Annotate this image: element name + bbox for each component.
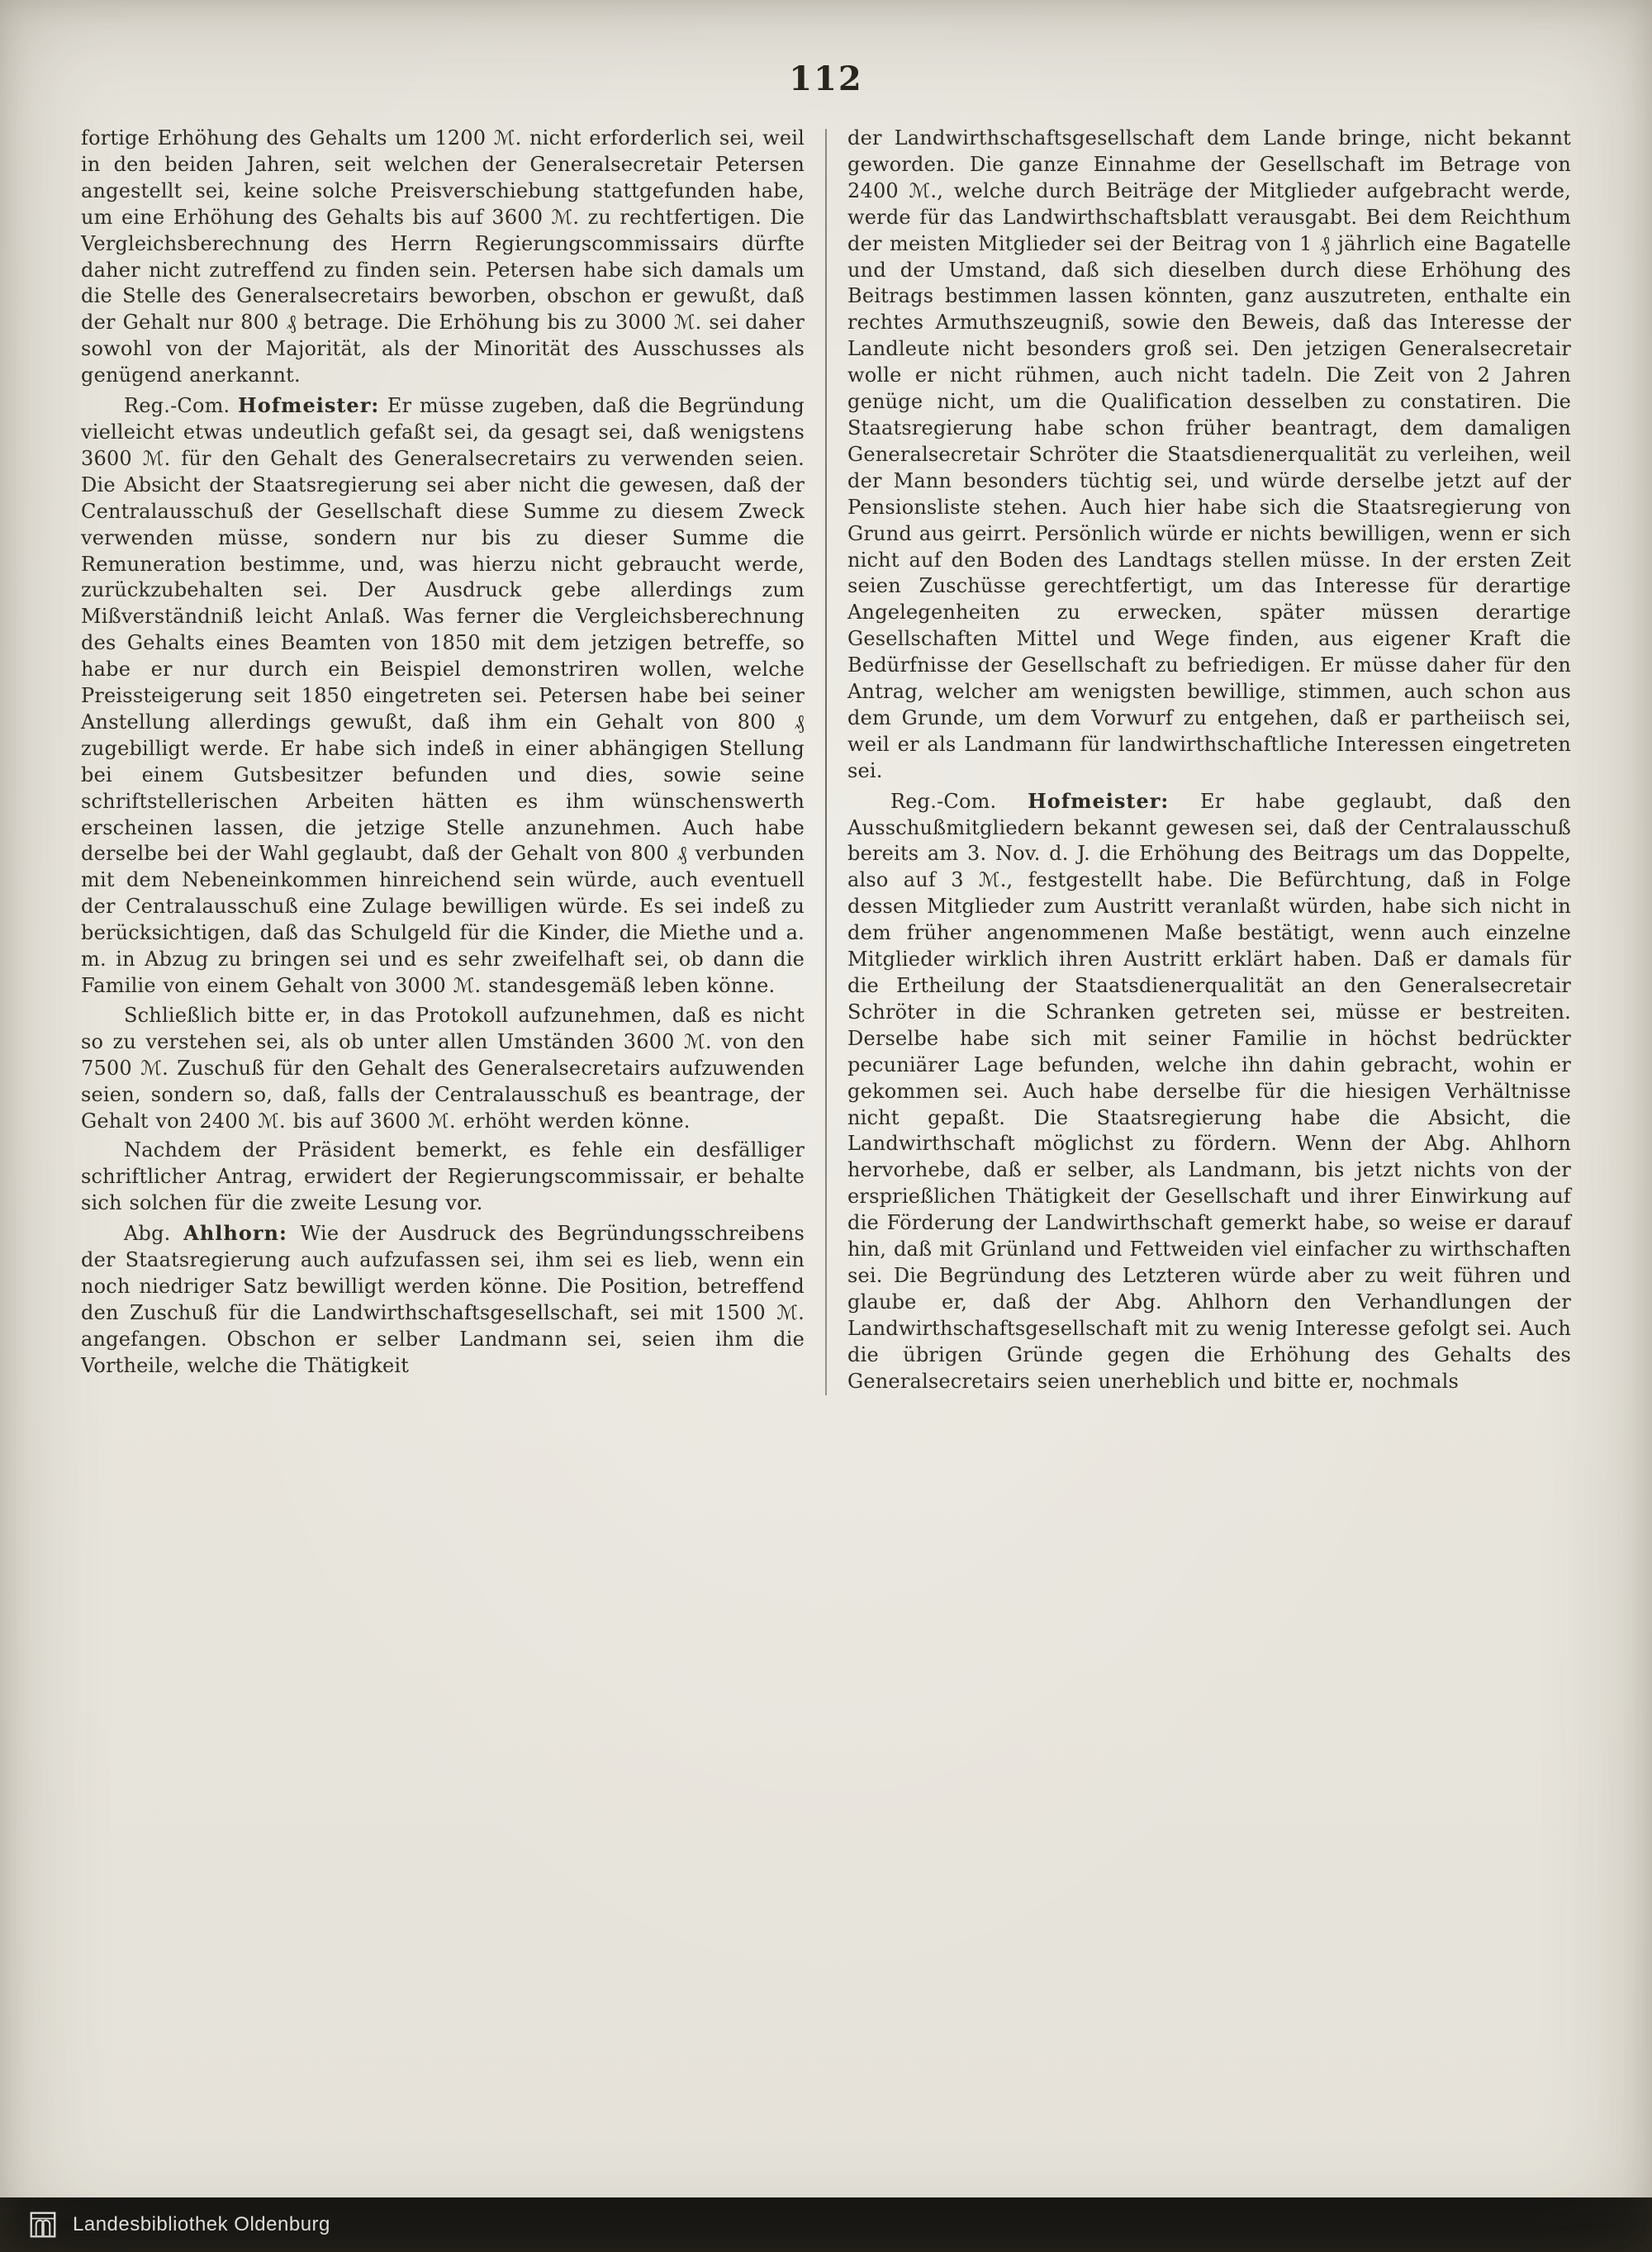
library-watermark-bar (0, 2197, 1652, 2252)
speaker-name: Ahlhorn: (183, 1221, 287, 1246)
page-number: 112 (789, 59, 863, 98)
left-column (81, 126, 805, 1380)
text-area (81, 126, 1573, 1395)
paragraph: Schließlich bitte er, in das Protokoll aufzunehmen, daß es nicht so zu verstehen sei, als ob unter allen Umständen 3600 ℳ. von den 7500 ℳ. Zuschuß für den Gehalt des Generalsecretairs aufzuwenden seien, sondern so, daß, falls der Centralausschuß es beantrage, der Gehalt von 2400 ℳ. bis auf 3600 ℳ. erhöht werden könne. (81, 1003, 805, 1133)
paragraph: Reg.-Com. Hofmeister: Er müsse zugeben, daß die Begründung vielleicht etwas undeutlich gefaßt sei, da gesagt sei, daß wenigstens 3600 ℳ. für den Gehalt des Generalsecretairs zu verwenden seien. Die Absicht der Staatsregierung sei aber nicht die gewesen, daß der Centralausschuß der Gesellschaft diese Summe zu diesem Zweck verwenden müsse, sondern nur bis zu dieser Summe die Remuneration bestimme, und, was hierzu nicht gebraucht werde, zurückzubehalten sei. Der Ausdruck gebe allerdings zum Mißverständniß leicht Anlaß. Was ferner die Vergleichsberechnung des Gehalts eines Beamten von 1850 mit dem jetzigen betreffe, so habe er nur durch ein Beispiel demonstriren wollen, welche Preissteigerung seit 1850 eingetreten sei. Petersen habe bei seiner Anstellung allerdings gewußt, daß ihm ein Gehalt von 800 ₰ zugebilligt werde. Er habe sich indeß in einer abhängigen Stellung bei einem Gutsbesitzer befunden und dies, sowie seine schriftstellerischen Arbeiten hätten es ihm wünschenswerth erscheinen lassen, die jetzige Stelle anzunehmen. Auch habe derselbe bei der Wahl geglaubt, daß der Gehalt von 800 ₰ verbunden mit dem Nebeneinkommen hinreichend sein würde, auch eventuell der Centralausschuß eine Zulage bewilligen würde. Es sei indeß zu berücksichtigen, daß das Schulgeld für die Kinder, die Miethe und a. m. in Abzug zu bringen sei und es sehr zweifelhaft sei, ob dann die Familie von einem Gehalt von 3000 ℳ. standesgemäß leben könne. (81, 393, 805, 997)
speaker-prefix: Abg. (124, 1222, 184, 1246)
paragraph: der Landwirthschaftsgesellschaft dem Lande bringe, nicht bekannt geworden. Die ganze Einnahme der Gesellschaft im Betrage von 2400 ℳ., welche durch Beiträge der Mitglieder aufgebracht werde, werde für das Landwirthschaftsblatt verausgabt. Bei dem Reichthum der meisten Mitglieder sei der Beitrag von 1 ₰ jährlich eine Bagatelle und der Umstand, daß sich dieselben durch diese Erhöhung des Beitrags bestimmen lassen könnten, ganz auszutreten, enthalte ein rechtes Armuthszeugniß, sowie den Beweis, daß das Interesse der Landleute nicht besonders groß sei. Den jetzigen Generalsecretair wolle er nicht rühmen, auch nicht tadeln. Die Zeit von 2 Jahren genüge nicht, um die Qualification desselben zu constatiren. Die Staatsregierung habe schon früher beantragt, dem damaligen Generalsecretair Schröter die Staatsdienerqualität zu verleihen, weil der Mann besonders tüchtig sei, und würde derselbe jetzt auf der Pensionsliste stehen. Auch hier habe sich die Staatsregierung von Grund aus geirrt. Persönlich würde er nichts bewilligen, wenn er sich nicht auf den Boden des Landtags stellen müsse. In der ersten Zeit seien Zuschüsse gerechtfertigt, um das Interesse für derartige Angelegenheiten zu erwecken, später müssen derartige Gesellschaften Mittel und Wege finden, aus eigener Kraft die Bedürfnisse der Gesellschaft zu befriedigen. Er müsse daher für den Antrag, welcher am wenigsten bewillige, stimmen, auch schon aus dem Grunde, um dem Vorwurf zu entgehen, daß er partheiisch sei, weil er als Landmann für landwirthschaftliche Interessen eingetreten sei. (847, 126, 1571, 782)
library-building-icon (28, 2210, 58, 2240)
library-name: Landesbibliothek Oldenburg (73, 2213, 330, 2235)
paragraph: fortige Erhöhung des Gehalts um 1200 ℳ. nicht erforderlich sei, weil in den beiden Jahren, seit welchen der Generalsecretair Petersen angestellt sei, keine solche Preisverschiebung stattgefunden habe, um eine Erhöhung des Gehalts bis auf 3600 ℳ. zu rechtfertigen. Die Vergleichsberechnung des Herrn Regierungscommissairs dürfte daher nicht zutreffend zu finden sein. Petersen habe sich damals um die Stelle des Generalsecretairs beworben, obschon er gewußt, daß der Gehalt nur 800 ₰ betrage. Die Erhöhung bis zu 3000 ℳ. sei daher sowohl von der Majorität, als der Minorität des Ausschusses als genügend anerkannt. (81, 126, 805, 387)
speaker-name: Hofmeister: (238, 393, 380, 418)
paragraph: Reg.-Com. Hofmeister: Er habe geglaubt, daß den Ausschußmitgliedern bekannt gewesen sei, daß der Centralausschuß bereits am 3. Nov. d. J. die Erhöhung des Beitrags um das Doppelte, also auf 3 ℳ., festgestellt habe. Die Befürchtung, daß in Folge dessen Mitglieder zum Austritt veranlaßt würden, habe sich nicht in dem früher angenommenen Maße bestätigt, wenn auch einzelne Mitglieder wirklich ihren Austritt erklärt haben. Daß er damals für die Ertheilung der Staatsdienerqualität an den Generalsecretair Schröter in die Schranken getreten sei, müsse er bestreiten. Derselbe habe sich mit seiner Familie in höchst bedrückter pecuniärer Lage befunden, welche ihn dahin gebracht, wohin er gekommen sei. Auch habe derselbe für die hiesigen Verhältnisse nicht gepaßt. Die Staatsregierung habe die Absicht, die Landwirthschaft möglichst zu fördern. Wenn der Abg. Ahlhorn hervorhebe, daß er selber, als Landmann, bis jetzt nichts von der ersprießlichen Thätigkeit der Gesellschaft und ihrer Einwirkung auf die Förderung der Landwirthschaft gemerkt habe, so weise er darauf hin, daß mit Grünland und Fettweiden viel einfacher zu wirthschaften sei. Die Begründung des Letzteren würde aber zu weit führen und glaube er, daß der Abg. Ahlhorn den Verhandlungen der Landwirthschaftsgesellschaft mit zu wenig Interesse gefolgt sei. Auch die übrigen Gründe gegen die Erhöhung des Gehalts des Generalsecretairs seien unerheblich und bitte er, nochmals (847, 788, 1572, 1393)
speaker-name: Hofmeister: (1028, 788, 1170, 813)
paragraph: Nachdem der Präsident bemerkt, es fehle ein desfälliger schriftlicher Antrag, erwidert der Regierungscommissair, er behalte sich solchen für die zweite Lesung vor. (81, 1138, 805, 1215)
paragraph: Abg. Ahlhorn: Wie der Ausdruck des Begründungsschreibens der Staatsregierung auch aufzufassen sei, ihm sei es lieb, wenn ein noch niedriger Satz bewilligt werden könne. Die Position, betreffend den Zuschuß für die Landwirthschaftsgesellschaft, sei mit 1500 ℳ. angefangen. Obschon er selber Landmann sei, seien ihm die Vortheile, welche die Thätigkeit (81, 1221, 805, 1377)
speaker-prefix: Reg.-Com. (124, 394, 239, 418)
speaker-prefix: Reg.-Com. (890, 789, 1028, 813)
right-column (847, 126, 1571, 1395)
column-divider-rule (825, 129, 827, 1395)
